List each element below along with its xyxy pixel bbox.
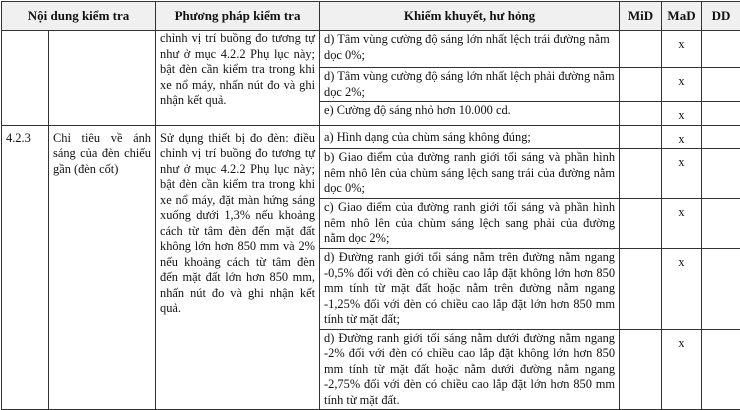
mad-cell: x [662,68,702,102]
cont-method-cell: chỉnh vị trí buồng đo tương tự như ở mục 4.2.2 Phụ lục này; bật đèn cần kiểm tra trong khi xe nổ máy, nhấn nút đo và ghi nhận kết quả. [156,31,320,126]
mad-cell: x [662,102,702,126]
section-method: Sử dụng thiết bị đo đèn: điều chỉnh vị trí buồng đo tương tự như ở mục 4.2.2 Phụ lục này; bật đèn cần kiểm tra trong khi xe nổ máy, đặt màn hứng sáng xuống dưới 1,3% nếu khoảng cách từ tâm đèn đến mặt đất không lớn hơn 850 mm và 2% nếu khoảng cách từ tâm đèn đến mặt đất lớn hơn 850 mm, nhấn nút đo và ghi nhận kết quả. [156,125,320,410]
mid-cell [620,68,662,102]
defect-cell: d) Đường ranh giới tối sáng nằm dưới đường nằm ngang -2% đối với đèn có chiều cao lắp đặt không lớn hơn 850 mm tính từ mặt đất hoặc nằm dưới đường nằm ngang -2,75% đối với đèn có chiều cao lắp đặt lớn hơn 850 mm tính từ mặt đất. [320,329,620,410]
table-row [2,31,740,68]
dd-cell [702,199,740,249]
cont-item-cell [49,31,156,126]
cont-code-cell [2,31,49,126]
mid-cell [620,102,662,126]
mad-cell: x [662,329,702,410]
dd-cell [702,102,740,126]
header-row [2,2,740,31]
defect-cell: c) Giao điểm của đường ranh giới tối sáng và phần hình nêm nhô lên của chùm sáng lệch sang phải của đường nằm dọc 2%; [320,199,620,249]
defect-cell: d) Tâm vùng cường độ sáng lớn nhất lệch phải đường nằm dọc 2%; [320,68,620,102]
section-item: Chỉ tiêu về ánh sáng của đèn chiếu gần (đèn cốt) [49,125,156,410]
header-mad: MaD [662,2,702,31]
defect-cell: a) Hình dạng của chùm sáng không đúng; [320,125,620,149]
dd-cell [702,31,740,68]
header-defect: Khiếm khuyết, hư hỏng [320,2,620,31]
dd-cell [702,68,740,102]
defect-cell: d) Tâm vùng cường độ sáng lớn nhất lệch trái đường nằm dọc 0%; [320,31,620,68]
mid-cell [620,31,662,68]
mad-cell: x [662,199,702,249]
defect-cell: b) Giao điểm của đường ranh giới tối sáng và phần hình nêm nhô lên của chùm sáng lệch sang trái của đường nằm dọc 0%; [320,149,620,199]
defect-cell: d) Đường ranh giới tối sáng nằm trên đường nằm ngang -0,5% đối với đèn có chiều cao lắp đặt không lớn hơn 850 mm tính từ mặt đất hoặc nằm trên đường nằm ngang -1,25% đối với đèn có chiều cao lắp đặt lớn hơn 850 mm tính từ mặt đất; [320,249,620,330]
inspection-table [1,1,740,410]
mid-cell [620,125,662,149]
dd-cell [702,125,740,149]
section-code: 4.2.3 [2,125,49,410]
mad-cell: x [662,149,702,199]
dd-cell [702,149,740,199]
mid-cell [620,149,662,199]
mid-cell [620,249,662,330]
dd-cell [702,329,740,410]
header-method: Phương pháp kiểm tra [156,2,320,31]
header-mid: MiD [620,2,662,31]
mad-cell: x [662,125,702,149]
mad-cell: x [662,249,702,330]
table-row [2,125,740,149]
mid-cell [620,329,662,410]
mid-cell [620,199,662,249]
header-content: Nội dung kiểm tra [2,2,156,31]
dd-cell [702,249,740,330]
header-dd: DD [702,2,740,31]
defect-cell: e) Cường độ sáng nhỏ hơn 10.000 cd. [320,102,620,126]
mad-cell: x [662,31,702,68]
